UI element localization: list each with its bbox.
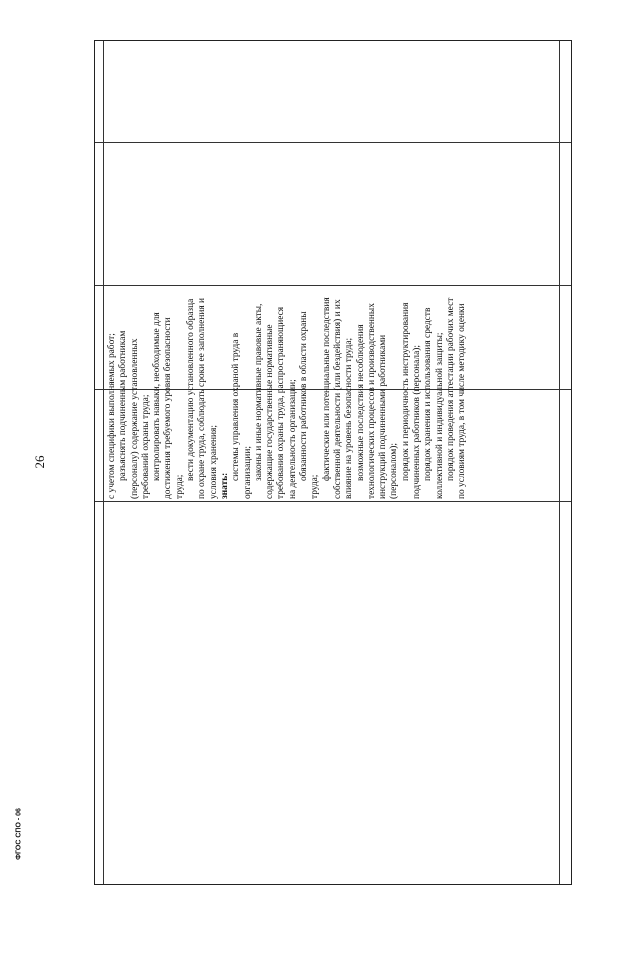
text-line: порядок проведения аттестации рабочих мест — [445, 297, 456, 481]
text-line: порядок и периодичность инструктирования — [400, 302, 411, 481]
page-number: 26 — [32, 455, 47, 469]
text-line: на деятельность организации; — [287, 379, 298, 499]
text-line: порядок хранения и использования средств — [423, 307, 434, 481]
text-line: труда; — [174, 474, 185, 499]
text-line: коллективной и индивидуальной защиты; — [434, 332, 445, 499]
text-line: требования охраны труда, распространяющиеся — [276, 306, 287, 499]
text-line: обязанности работников в области охраны — [299, 311, 310, 481]
text-line: (персоналом); — [389, 443, 400, 499]
text-line: подчиненных работников (персонала); — [412, 345, 423, 499]
text-line: по охране труда, соблюдать сроки ее заполнения и — [197, 297, 208, 499]
text-line: требований охраны труда; — [140, 394, 151, 499]
text-line: влияние на уровень безопасности труда; — [344, 337, 355, 499]
text-line: инструкций подчиненными работниками — [378, 334, 389, 499]
competency-text — [107, 129, 572, 499]
text-line: условия хранения; — [208, 425, 219, 499]
text-line: законы и иные нормативные правовые акты, — [253, 303, 264, 481]
text-line: вести документацию установленного образца — [186, 298, 197, 481]
text-line: достижения требуемого уровня безопасности — [163, 317, 174, 499]
table-frame — [94, 40, 572, 885]
text-line: контролировать навыки, необходимые для — [152, 312, 163, 481]
text-line: собственной деятельности (или бездействия) и их — [332, 299, 343, 499]
text-line: труда; — [310, 474, 321, 499]
text-line: организации; — [242, 446, 253, 499]
text-line: (персоналу) содержание установленных — [129, 338, 140, 499]
text-line: возможные последствия несоблюдения — [355, 324, 366, 481]
text-line: разъяснять подчиненным работникам — [118, 330, 129, 481]
row-divider — [103, 41, 104, 884]
competency-text-cell — [107, 297, 477, 964]
document-code: ФГОС СПО - 06 — [15, 808, 23, 860]
text-line: фактические или потенциальные последствия — [321, 297, 332, 481]
text-line: содержащие государственные нормативные — [265, 324, 276, 499]
text-line: системы управления охраной труда в — [231, 332, 242, 481]
text-line: технологических процессов и производственных — [366, 303, 377, 499]
text-line: знать: — [219, 472, 230, 499]
text-line: с учетом специфики выполняемых работ; — [107, 333, 117, 499]
text-line: по условиям труда, в том числе методику оценки — [457, 303, 468, 499]
